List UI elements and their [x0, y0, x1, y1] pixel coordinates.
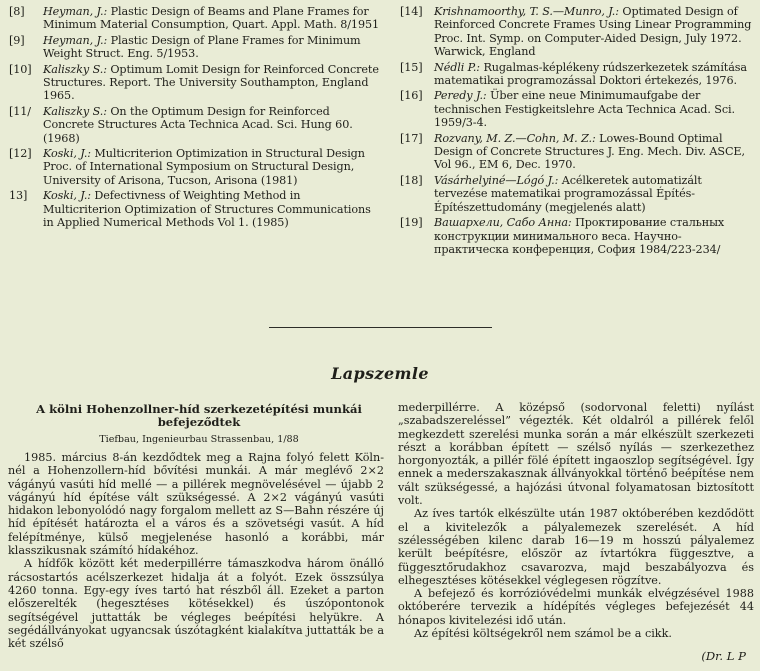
reference-author: Krishnamoorthy, T. S.—Munro, J.: [434, 5, 619, 18]
reference-text [434, 132, 752, 172]
reference-author: Kaliszky S.: [43, 62, 107, 76]
reference-author: Vásárhelyiné—Lógó J.: [434, 173, 559, 187]
article-paragraph: Az íves tartók elkészülte után 1987 októberében kezdődött el a kivitelezők a pályalemezek szerelését. A híd szélességében kilenc darab 16—19 m hosszú pályalemez került beépítésre, először az ívtartókra függesztve, a függesztőrudakhoz csavarozva, majd beszabályozva és elhegesztéses kötésekkel véglegesen rögzítve. [398, 507, 754, 587]
reference-author: Rozvany, M. Z.—Cohn, M. Z.: [434, 131, 596, 145]
reference-author: Kaliszky S.: [43, 104, 107, 118]
reference-number: [18] [400, 173, 423, 187]
reference-title: Acélkeretek automatizált tervezése matematikai programozással Építés-Építészettudomány (megjelenés alatt) [434, 173, 702, 214]
reference-author: Heyman, J.: [43, 5, 108, 18]
reference-item [400, 89, 752, 129]
reference-item [9, 147, 381, 187]
article-paragraph: Az építési költségekről nem számol be a cikk. [414, 627, 672, 641]
article-title: A kölni Hohenzollner-híd szerkezetépítési munkái befejeződtek [36, 402, 362, 429]
reference-item [9, 63, 381, 103]
reference-title: Optimum Lomit Design for Reinforced Concrete Structures. Report. The University Southampton, England 1965. [43, 62, 379, 103]
reference-author: Nédli P.: [434, 60, 480, 74]
article-source: Tiefbau, Ingenieurbau Strassenbau, 1/88 [99, 434, 299, 445]
reference-title: Plastic Design of Plane Frames for Minimum Weight Struct. Eng. 5/1953. [43, 33, 361, 61]
reference-title: Multicriterion Optimization in Structural Design Proc. of International Symposium on Structural Design, University of Arisona, Tucson, Arisona (1981) [43, 147, 365, 187]
reference-number: [15] [400, 60, 423, 74]
reference-text [43, 147, 381, 187]
reference-number: [11/ [9, 104, 31, 118]
references-left-column [9, 5, 381, 232]
reference-item [9, 5, 381, 32]
reference-number: [19] [400, 216, 423, 230]
reference-author: Heyman, J.: [43, 33, 108, 47]
reference-item [9, 105, 381, 145]
reference-title: Rugalmas-képlékeny rúdszerkezetek számítása matematikai programozással Doktori értekezés, 1976. [434, 60, 747, 88]
reference-item [400, 5, 752, 59]
reference-text [43, 189, 381, 229]
references-right-column [400, 5, 752, 258]
reference-text [434, 89, 752, 129]
author-signature: (Dr. L P [701, 649, 746, 663]
reference-text [43, 34, 381, 61]
reference-item [400, 132, 752, 172]
reference-title: Defectivness of Weighting Method in Multicriterion Optimization of Structures Communications in Applied Numerical Methods Vol 1. (1985) [43, 189, 371, 230]
reference-author: Peredy J.: [434, 89, 487, 103]
reference-title: On the Optimum Design for Reinforced Concrete Structures Acta Technica Acad. Sci. Hung 60. (1968) [43, 104, 353, 145]
reference-author: Koski, J.: [43, 189, 91, 203]
reference-text [43, 105, 381, 145]
reference-text [434, 5, 752, 59]
section-title: Lapszemle [331, 364, 429, 383]
article-body-left-column [8, 451, 384, 650]
reference-item [9, 189, 381, 229]
reference-number: [16] [400, 89, 423, 103]
reference-number: [9] [9, 33, 25, 47]
reference-text [43, 5, 381, 32]
reference-title: Проктирование стальных конструкции минимального веса. Научно-практическа конференция, София 1984/223-234/ [434, 216, 725, 256]
reference-number: [10] [9, 62, 32, 76]
reference-title: Über eine neue Minimumaufgabe der technischen Festigkeitslehre Acta Technica Acad. Sci. 1959/3-4. [434, 89, 735, 130]
reference-text [434, 61, 752, 88]
reference-title: Lowes-Bound Optimal Design of Concrete Structures J. Eng. Mech. Div. ASCE, Vol 96., EM 6, Dec. 1970. [434, 131, 745, 172]
article-body-right-column [398, 401, 754, 640]
reference-text [43, 63, 381, 103]
reference-title: Optimated Design of Reinforced Concrete Frames Using Linear Programming Proc. Int. Symp. on Computer-Aided Design, July 1972. Warwick, England [434, 5, 752, 59]
reference-number: [8] [9, 5, 25, 18]
reference-item [400, 174, 752, 214]
article-paragraph: A befejező és korrózióvédelmi munkák elvégzésével 1988 októberére tervezik a hídépítés végleges befejezését 44 hónapos kivitelezési idő után. [398, 587, 754, 627]
article-paragraph: A hídfők között két mederpillérre támaszkodva három önálló rácsostartós acélszerkezet hidalja át a folyót. Ezek összsúlya 4260 tonna. Egy-egy íves tartó hat részből áll. Ezeket a parton előszerelték (hegesztéses kötésekkel) és úszópontonok segítségével juttatták be végleges beépítési helyükre. A segédállványokat ugyancsak úszótagként kialakítva juttatták be a két szélső [8, 557, 384, 651]
section-divider [269, 327, 492, 328]
reference-number: [17] [400, 131, 423, 145]
reference-item [400, 61, 752, 88]
reference-text [434, 216, 752, 256]
reference-author: Вашархели, Сабо Анна: [434, 216, 572, 230]
article-paragraph: 1985. március 8-án kezdődtek meg a Rajna folyó felett Köln-nél a Hohenzollern-híd bővítési munkái. A már meglévő 2×2 vágányú vasúti híd mellé — a pillérek megnövelésével — újabb 2 vágányú híd építése vált szükségessé. A 2×2 vágányú vasúti hidakon lebonyolódó nagy forgalom mellett az S—Bahn részére új híd építését határozta el a város és a szövetségi vasút. A híd felépítménye, külső megjelenése hasonló a korábbi, már klasszikusnak számító hídakéhoz. [8, 451, 384, 558]
reference-number: [12] [9, 147, 32, 161]
reference-item [9, 34, 381, 61]
reference-title: Plastic Design of Beams and Plane Frames for Minimum Material Consumption, Quart. Appl. Math. 8/1951 [43, 5, 380, 32]
reference-number: 13] [9, 189, 28, 203]
reference-number: [14] [400, 5, 423, 18]
reference-item [400, 216, 752, 256]
reference-text [434, 174, 752, 214]
reference-author: Koski, J.: [43, 147, 91, 161]
article-paragraph: mederpillérre. A középső (sodorvonal feletti) nyílást „szabadszereléssel” végezték. Két oldalról a pillérek felől megkezdett szerelési munka során a már elkészült szerkezeti részt a korábban épített — szélső nyílás — szerkezethez horgonyozták, a pillér fölé épített ingaoszlop segítségével. Így ennek a mederszakasznak állványokkal történő beépítése nem vált szükségessé, a hajózási útvonal folyamatosan biztosított volt. [398, 401, 754, 508]
